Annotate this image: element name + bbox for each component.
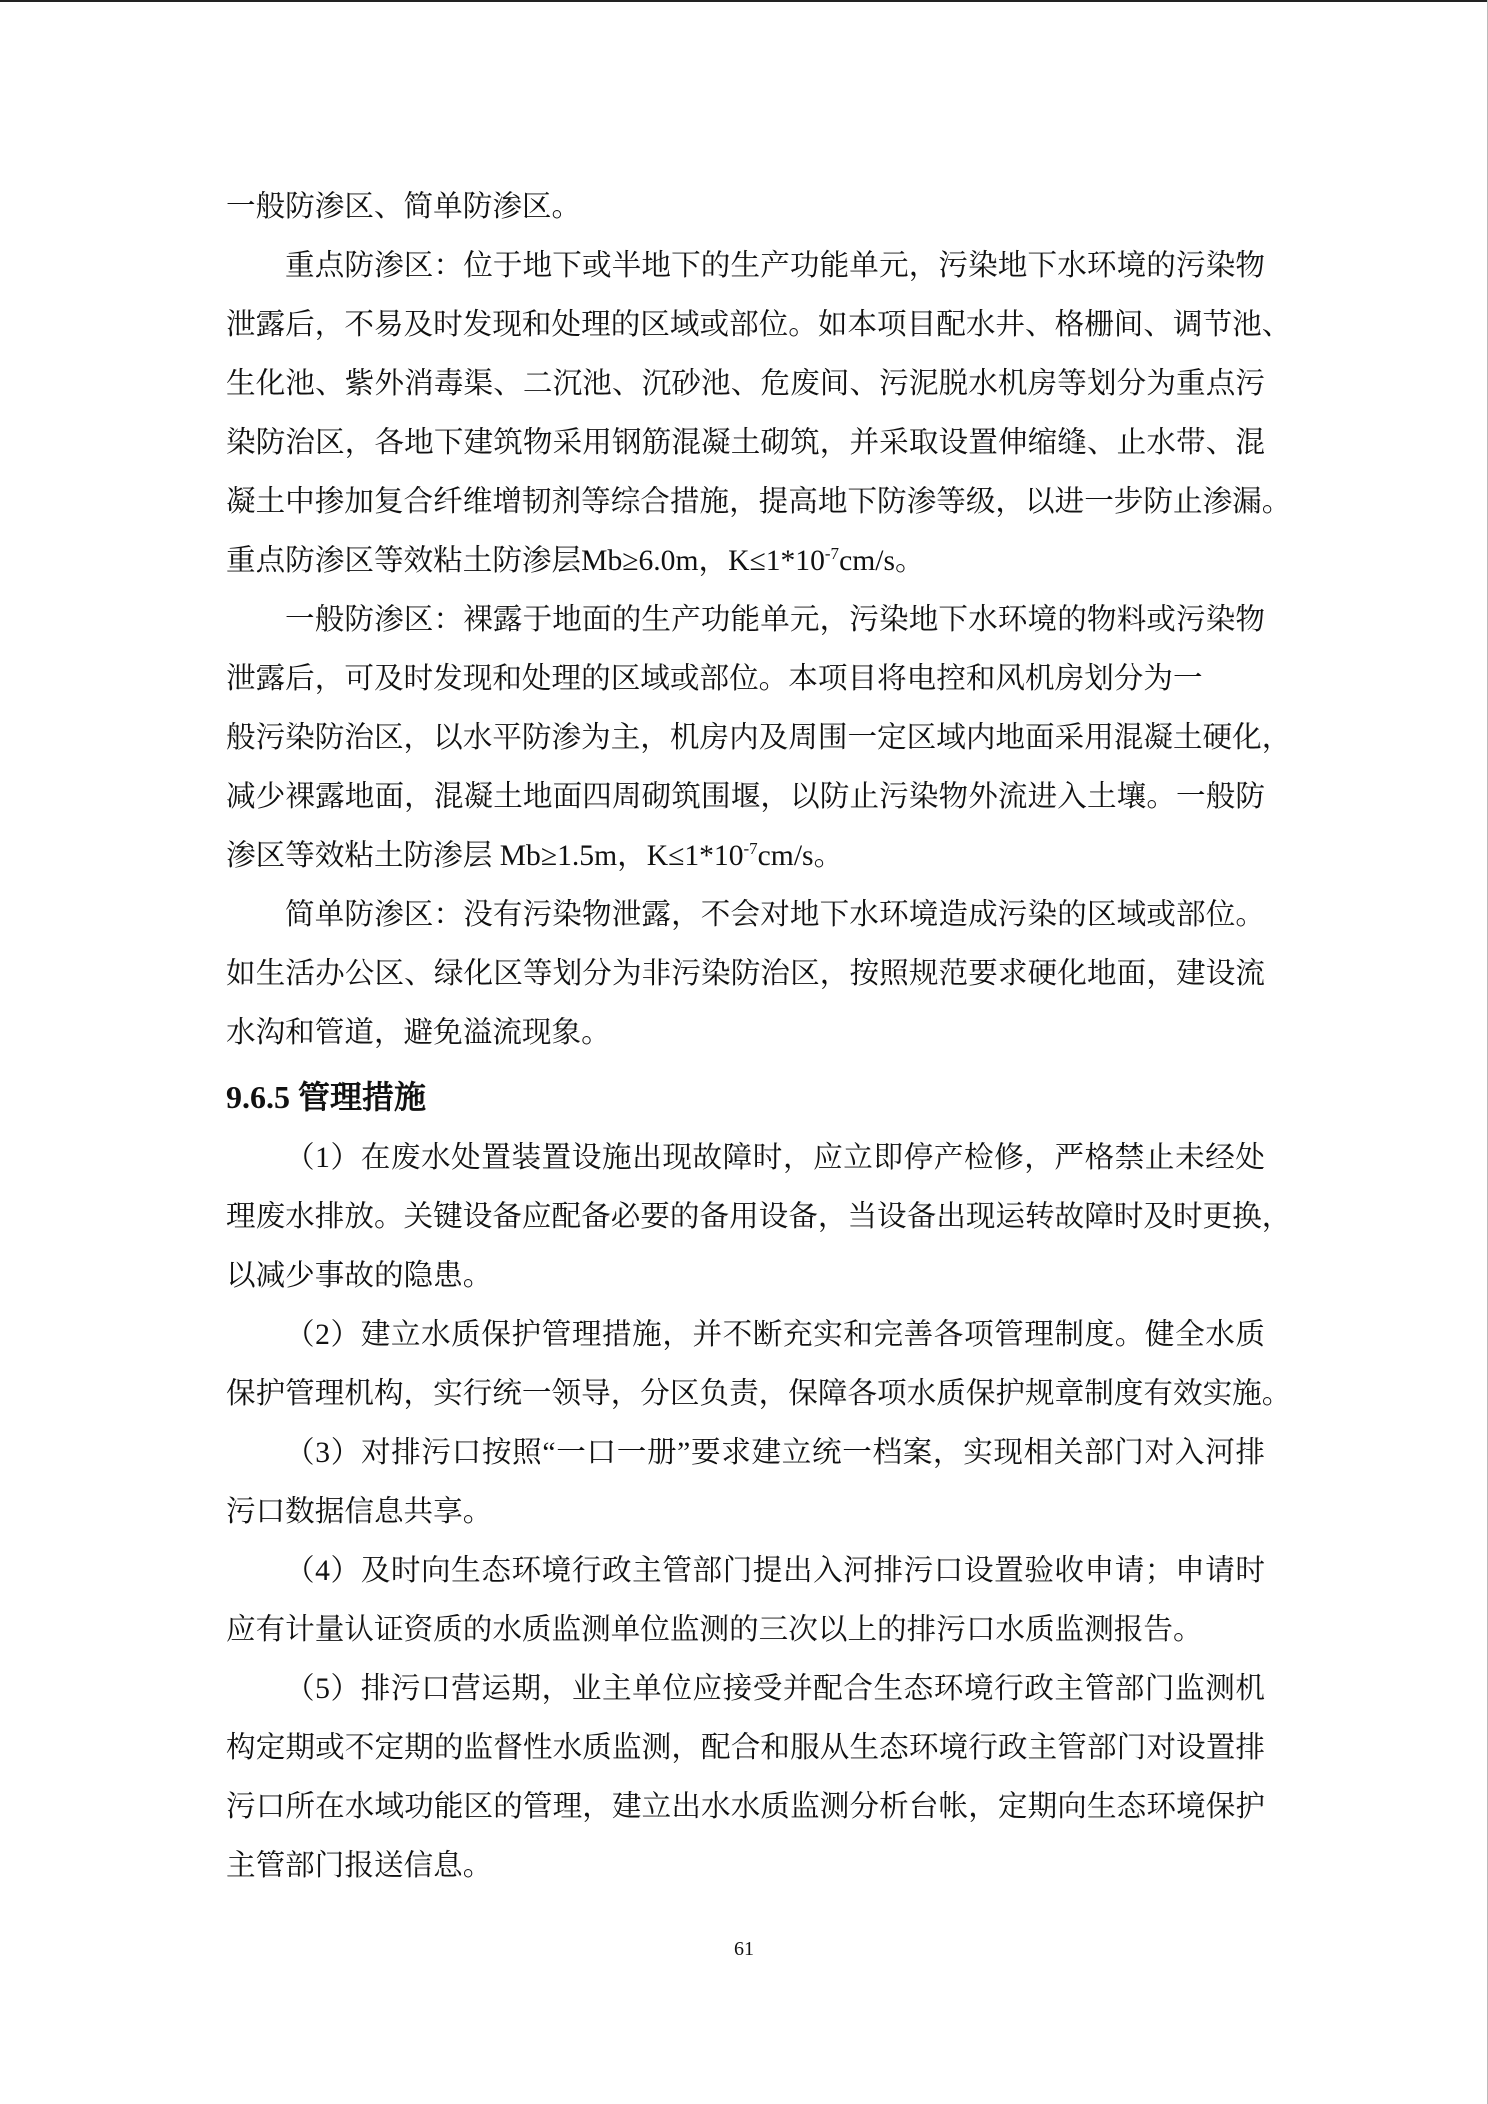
paragraph-key-seepage-zone (226, 237, 1292, 591)
paragraph-line: 简单防渗区：没有污染物泄露，不会对地下水环境造成污染的区域或部位。 (285, 899, 1265, 931)
paragraph-line: 水沟和管道，避免溢流现象。 (226, 1017, 611, 1049)
paragraph-line: 般污染防治区，以水平防渗为主，机房内及周围一定区域内地面采用混凝土硬化， (226, 722, 1292, 754)
paragraph-line: 一般防渗区、简单防渗区。 (226, 191, 582, 223)
paragraph-line: 主管部门报送信息。 (226, 1850, 493, 1882)
paragraph-line: 保护管理机构，实行统一领导，分区负责，保障各项水质保护规章制度有效实施。 (226, 1378, 1292, 1410)
paragraph-line: 污口所在水域功能区的管理，建立出水水质监测分析台帐，定期向生态环境保护 (226, 1791, 1265, 1823)
paragraph-line: 如生活办公区、绿化区等划分为非污染防治区，按照规范要求硬化地面，建设流 (226, 958, 1265, 990)
paragraph-line: 泄露后，不易及时发现和处理的区域或部位。如本项目配水井、格栅间、调节池、 (226, 309, 1292, 341)
measure-item-2 (226, 1306, 1292, 1424)
paragraph-line: （5）排污口营运期，业主单位应接受并配合生态环境行政主管部门监测机 (285, 1673, 1265, 1705)
text-run: cm/s。 (839, 545, 925, 577)
paragraph-line: （3）对排污口按照“一口一册”要求建立统一档案，实现相关部门对入河排 (285, 1437, 1265, 1469)
paragraph-general-seepage-zone (226, 591, 1292, 886)
paragraph-line: 污口数据信息共享。 (226, 1496, 493, 1528)
measure-item-1 (226, 1129, 1292, 1306)
paragraph-line: 染防治区，各地下建筑物采用钢筋混凝土砌筑，并采取设置伸缩缝、止水带、混 (226, 427, 1265, 459)
paragraph-line: 应有计量认证资质的水质监测单位监测的三次以上的排污口水质监测报告。 (226, 1614, 1203, 1646)
measure-item-3 (226, 1424, 1265, 1542)
paragraph-line: 减少裸露地面，混凝土地面四周砌筑围堰，以防止污染物外流进入土壤。一般防 (226, 781, 1265, 813)
text-run: 渗区等效粘土防渗层 Mb≥1.5m，K≤1*10 (226, 840, 744, 872)
paragraph-line: 一般防渗区：裸露于地面的生产功能单元，污染地下水环境的物料或污染物 (285, 604, 1265, 636)
paragraph-line: 重点防渗区：位于地下或半地下的生产功能单元，污染地下水环境的污染物 (285, 250, 1265, 282)
paragraph-line: 泄露后，可及时发现和处理的区域或部位。本项目将电控和风机房划分为一 (226, 663, 1203, 695)
paragraph-line: （4）及时向生态环境行政主管部门提出入河排污口设置验收申请；申请时 (285, 1555, 1265, 1587)
paragraph-line: 理废水排放。关键设备应配备必要的备用设备，当设备出现运转故障时及时更换， (226, 1201, 1292, 1233)
paragraph-line: 生化池、紫外消毒渠、二沉池、沉砂池、危废间、污泥脱水机房等划分为重点污 (226, 368, 1265, 400)
paragraph-line (226, 827, 1265, 886)
paragraph-simple-seepage-zone (226, 886, 1265, 1063)
page-number: 61 (734, 1938, 754, 1960)
paragraph-line: 凝土中掺加复合纤维增韧剂等综合措施，提高地下防渗等级，以进一步防止渗漏。 (226, 486, 1292, 518)
paragraph-line: 以减少事故的隐患。 (226, 1260, 493, 1292)
superscript: -7 (743, 839, 758, 859)
measure-item-5 (226, 1660, 1265, 1896)
paragraph-line: 构定期或不定期的监督性水质监测，配合和服从生态环境行政主管部门对设置排 (226, 1732, 1265, 1764)
paragraph-line: （1）在废水处置装置设施出现故障时，应立即停产检修，严格禁止未经处 (285, 1142, 1265, 1174)
text-run: cm/s。 (757, 840, 844, 872)
text-run: 重点防渗区等效粘土防渗层Mb≥6.0m，K≤1*10 (226, 545, 825, 577)
document-body (226, 178, 1292, 1896)
paragraph-line: （2）建立水质保护管理措施，并不断充实和完善各项管理制度。健全水质 (285, 1319, 1265, 1351)
paragraph-line (226, 532, 1265, 591)
measure-item-4 (226, 1542, 1265, 1660)
page-top-border (0, 0, 1488, 2)
superscript: -7 (824, 544, 840, 564)
section-heading: 9.6.5 管理措施 (226, 1079, 427, 1115)
